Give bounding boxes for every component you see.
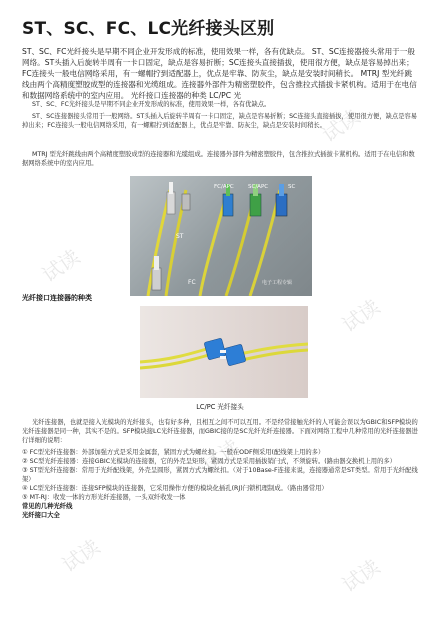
fiber-connectors-illustration <box>130 176 312 296</box>
list-item: ③ ST型光纤连接器：常用于光纤配线架，外壳呈圆形，紧固方式为螺丝扣。（对于10Base-F连接来说，连接器通常是ST类型。常用于光纤配线架） <box>22 467 418 483</box>
subheading-common-fibers: 常见的几种光纤线 <box>22 503 73 510</box>
list-item: ① FC型光纤连接器：外部加强方式是采用金属套，紧固方式为螺丝扣。一般在ODF侧采用(配线架上用的多） <box>22 449 325 456</box>
label-fc-apc: FC/APC <box>214 184 234 190</box>
fiber-connectors-photo <box>130 176 312 296</box>
lc-pc-connector-illustration <box>140 306 308 398</box>
intro-paragraph: ST、SC、FC光纤接头是早期不同企业开发形成的标准，使用效果一样，各有优缺点。 ST、SC连接器接头常用于一般网络。ST头插入后旋转半周有一卡口固定，缺点是容易折断；SC连接头直接插拔，使用很方便，缺点是容易掉出来；FC连接头一般电信网络采用，有一螺帽拧到适配器上，优点是牢靠、防灰尘，缺点是安装时间稍长。 MTRJ 型光纤跳线由两个高精度塑胶成型的连接器和光缆组成。连接器外部件为精密塑胶件，包含推拉式插拔卡紧机构。适用于在电信和数据网络系统中的室内应用。 光纤接口连接器的种类 LC/PC 光 <box>22 47 417 100</box>
paragraph-overview: ST、SC、FC光纤接头是早期不同企业开发形成的标准，使用效果一样，各有优缺点。 <box>32 101 271 108</box>
paragraph-connector-intro: 光纤连接器，也就是接入光模块的光纤接头，也有好多种，且相互之间不可以互用。不是经常接触光纤的人可能会误以为GBIC和SFP模块的光纤连接器是同一种，其实不是的。SFP模块接LC光纤连接器，而GBIC接的是SC光纤光纤连接器。下面对网络工程中几种常用的光纤连接器进行详细的说明： <box>22 419 418 444</box>
watermark-text: 试读 <box>337 294 385 338</box>
section-heading-connector-types: 光纤接口连接器的种类 <box>22 294 92 302</box>
label-sc-apc: SC/APC <box>248 184 269 190</box>
paragraph-connector-types: ST、SC连接器接头常用于一般网络。ST头插入后旋转半周有一卡口固定，缺点是容易折断；SC连接头直接插拔，使用很方便，缺点是容易掉出来；FC连接头一般电信网络采用，有一螺帽拧到适配器上，优点是牢靠、防灰尘，缺点是安装时间稍长。 <box>22 113 418 129</box>
list-item: ④ LC型光纤连接器：连接SFP模块的连接器，它采用操作方便的模块化插孔(RJ)闩锁机理制成。（路由器常用） <box>22 485 328 492</box>
lc-pc-connector-photo <box>140 306 308 398</box>
subheading-interface-list: 光纤接口大全 <box>22 512 60 519</box>
watermark-text: 试读 <box>337 554 385 598</box>
watermark-text: 试读 <box>197 434 245 478</box>
watermark-text: 试读 <box>57 534 105 578</box>
connector-list <box>22 448 422 520</box>
page-title: ST、SC、FC、LC光纤接头区别 <box>22 19 275 39</box>
label-st: ST <box>176 233 184 240</box>
photo-watermark: 电子工程专辑 <box>262 280 293 286</box>
watermark-text: 试读 <box>57 64 105 108</box>
label-fc: FC <box>188 279 196 286</box>
watermark-text: 试读 <box>37 244 85 288</box>
label-sc: SC <box>288 184 296 190</box>
list-item: ⑤ MT-RJ：收发一体的方形光纤连接器，一头双纤收发一体 <box>22 494 186 501</box>
paragraph-mtrj: MTRJ 型光纤跳线由两个高精度塑胶成型的连接器和光缆组成。连接器外部件为精密塑胶件，包含推拉式插拔卡紧机构。适用于在电信和数据网络系统中的室内应用。 <box>22 151 415 167</box>
watermark-text: 试读 <box>317 104 365 148</box>
figure-caption: LC/PC 光纤接头 <box>196 403 244 411</box>
list-item: ② SC型光纤连接器：连接GBIC光模块的连接器，它的外壳呈矩形，紧固方式是采用插拔销闩式，不须旋转。(路由器交换机上用的多） <box>22 458 396 465</box>
